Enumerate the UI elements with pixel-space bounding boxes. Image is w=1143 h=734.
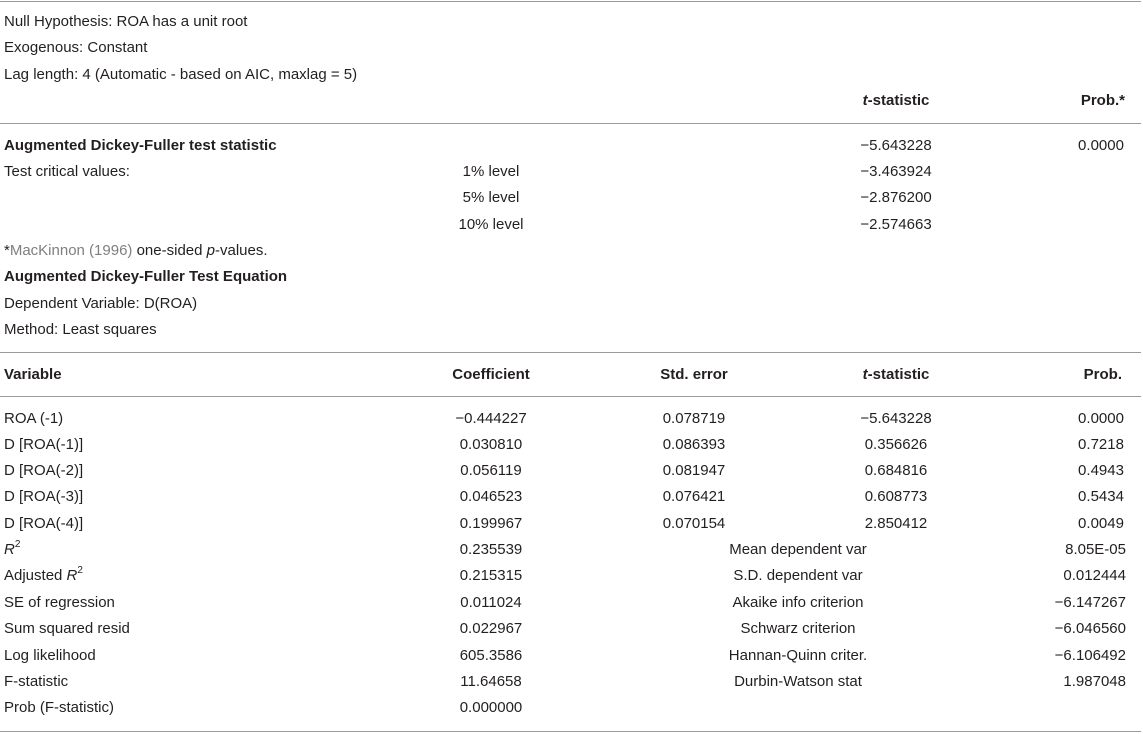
stat-value: 0.000000	[459, 699, 523, 716]
critical-value: −2.876200	[860, 189, 932, 206]
row-prob: 0.5434	[1078, 488, 1124, 505]
col-header-std-error: Std. error	[660, 366, 728, 383]
stat-right-value: −6.147267	[1054, 594, 1126, 611]
stat-label-sup: 2	[77, 565, 83, 576]
stat-right-label: Schwarz criterion	[740, 620, 856, 637]
row-std-error: 0.086393	[662, 436, 726, 453]
stat-label	[4, 699, 114, 717]
mackinnon-citation-link[interactable]: MacKinnon (1996)	[9, 242, 133, 259]
note-middle: one-sided	[132, 242, 207, 259]
stat-label	[4, 541, 20, 559]
stat-right-value: 8.05E-05	[1065, 541, 1126, 558]
row-prob: 0.4943	[1078, 462, 1124, 479]
row-variable: D [ROA(-3)]	[4, 488, 84, 505]
critical-value: −3.463924	[860, 163, 932, 180]
stat-right-value: −6.046560	[1054, 620, 1126, 637]
stat-label-r: R	[4, 541, 15, 558]
stat-label-base: Adjusted	[4, 567, 67, 584]
stat-label	[4, 673, 68, 691]
row-std-error: 0.081947	[662, 462, 726, 479]
row-t-statistic: −5.643228	[860, 410, 932, 427]
stat-value: 11.64658	[460, 673, 522, 690]
row-coefficient: 0.046523	[459, 488, 523, 505]
bottom-rule	[0, 731, 1141, 732]
adf-tstat-header-italic: t	[862, 92, 868, 109]
row-prob: 0.7218	[1078, 436, 1124, 453]
adf-statistic-value: −5.643228	[860, 137, 932, 154]
note-suffix: -values.	[214, 242, 268, 259]
critical-values-label: Test critical values:	[4, 163, 130, 180]
estimation-method: Method: Least squares	[4, 321, 157, 338]
rule-table-top	[0, 352, 1141, 353]
stat-label-base: Prob (F-statistic)	[4, 699, 115, 716]
stat-label	[4, 647, 96, 665]
stat-label	[4, 594, 115, 612]
stat-label-base: SE of regression	[4, 594, 115, 611]
dependent-variable: Dependent Variable: D(ROA)	[4, 295, 198, 312]
row-coefficient: −0.444227	[455, 410, 527, 427]
row-variable: D [ROA(-4)]	[4, 515, 84, 532]
critical-level: 1% level	[462, 163, 520, 180]
note-prefix: *	[4, 242, 10, 259]
row-variable: D [ROA(-1)]	[4, 436, 84, 453]
col-header-t-rest: -statistic	[867, 366, 930, 383]
stat-right-label: S.D. dependent var	[733, 567, 863, 584]
adf-tstat-header-rest: -statistic	[867, 92, 930, 109]
row-std-error: 0.070154	[662, 515, 726, 532]
row-t-statistic: 2.850412	[864, 515, 928, 532]
col-header-t-italic: t	[862, 366, 868, 383]
row-coefficient: 0.056119	[460, 462, 522, 479]
stat-right-label: Mean dependent var	[729, 541, 867, 558]
row-prob: 0.0000	[1078, 410, 1124, 427]
adf-prob-header: Prob.*	[1080, 92, 1125, 109]
stat-label	[4, 567, 83, 585]
col-header-prob: Prob.	[1083, 366, 1122, 383]
null-hypothesis: Null Hypothesis: ROA has a unit root	[4, 13, 248, 30]
row-std-error: 0.078719	[662, 410, 726, 427]
adf-statistic-label: Augmented Dickey-Fuller test statistic	[4, 137, 277, 154]
equation-title: Augmented Dickey-Fuller Test Equation	[4, 268, 288, 285]
stat-right-label: Hannan-Quinn criter.	[728, 647, 868, 664]
stat-label-sup: 2	[14, 539, 21, 550]
adf-statistic-prob: 0.0000	[1078, 137, 1124, 154]
stat-value: 0.022967	[459, 620, 523, 637]
row-prob: 0.0049	[1078, 515, 1124, 532]
note-p-italic: p	[206, 242, 215, 259]
adf-tstat-header	[863, 92, 930, 110]
stat-value: 605.3586	[459, 647, 523, 664]
stat-right-value: −6.106492	[1054, 647, 1126, 664]
stat-label-base: F-statistic	[4, 673, 69, 690]
lag-length: Lag length: 4 (Automatic - based on AIC, maxlag = 5)	[4, 66, 358, 83]
critical-level: 10% level	[458, 216, 524, 233]
critical-level: 5% level	[462, 189, 520, 206]
stat-value: 0.011024	[460, 594, 522, 611]
row-coefficient: 0.199967	[459, 515, 523, 532]
rule-table-header	[0, 396, 1141, 397]
row-coefficient: 0.030810	[459, 436, 523, 453]
stat-value: 0.235539	[459, 541, 523, 558]
rule-adf-header	[0, 123, 1141, 124]
top-rule	[0, 1, 1141, 2]
stat-label-base: Log likelihood	[4, 647, 96, 664]
row-t-statistic: 0.356626	[864, 436, 928, 453]
row-t-statistic: 0.684816	[864, 462, 928, 479]
col-header-coefficient: Coefficient	[452, 366, 530, 383]
row-variable: D [ROA(-2)]	[4, 462, 84, 479]
mackinnon-note	[4, 242, 268, 260]
stat-label-base: Sum squared resid	[4, 620, 130, 637]
stat-label	[4, 620, 130, 638]
col-header-t-statistic	[863, 366, 930, 384]
stat-label-r: R	[66, 567, 78, 584]
stat-value: 0.215315	[459, 567, 523, 584]
stat-right-value: 0.012444	[1063, 567, 1126, 584]
row-variable: ROA (-1)	[4, 410, 64, 427]
row-std-error: 0.076421	[662, 488, 726, 505]
row-t-statistic: 0.608773	[864, 488, 928, 505]
critical-value: −2.574663	[860, 216, 932, 233]
stat-right-label: Durbin-Watson stat	[734, 673, 862, 690]
stat-right-value: 1.987048	[1063, 673, 1126, 690]
col-header-variable: Variable	[4, 366, 62, 383]
exogenous: Exogenous: Constant	[4, 39, 148, 56]
stat-right-label: Akaike info criterion	[732, 594, 864, 611]
